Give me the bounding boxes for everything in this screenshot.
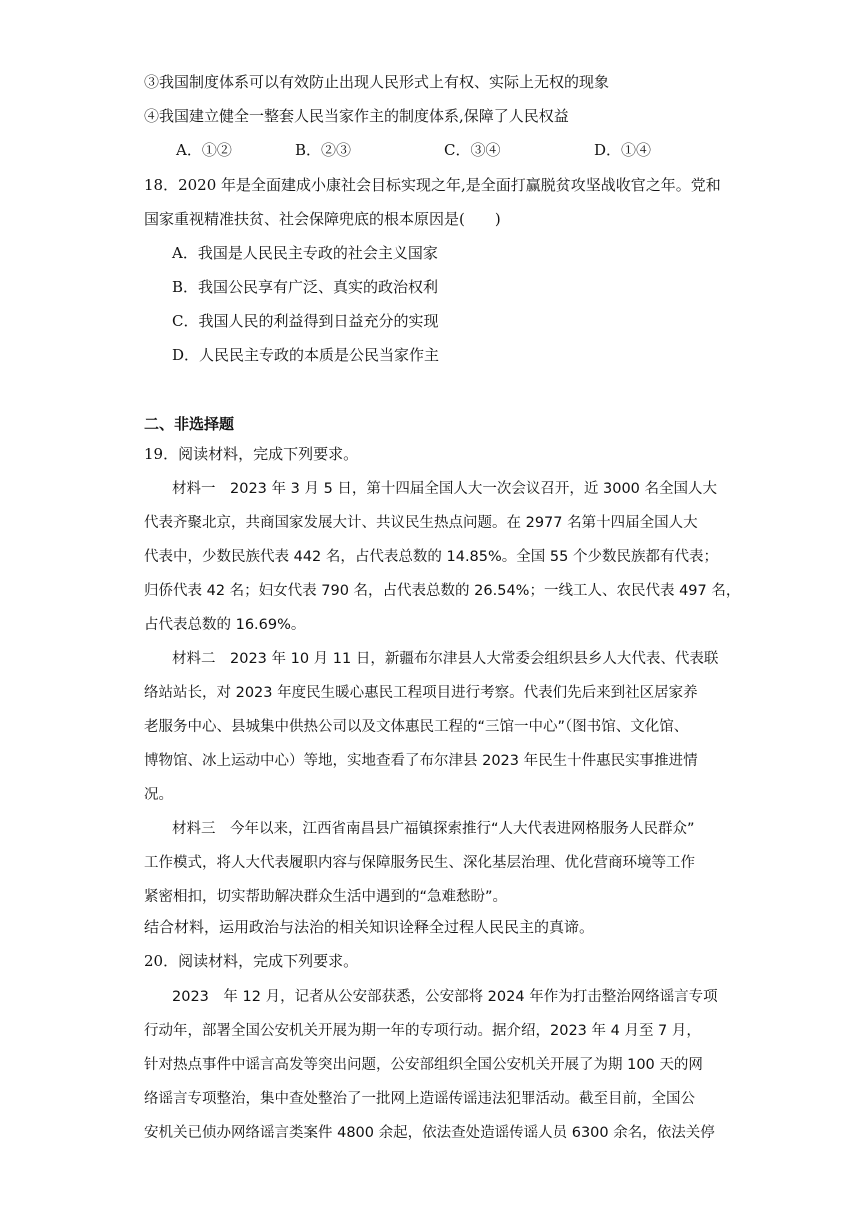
q20-material-line: 行动年，部署全国公安机关开展为期一年的专项行动。据介绍，2023 年 4 月至 7 月，: [144, 1023, 701, 1039]
q19-material-1-line: 占代表总数的 16.69%。: [144, 617, 306, 633]
q18-option-c[interactable]: C．我国人民的利益得到日益充分的实现: [172, 312, 439, 330]
q17-statement-3: ③我国制度体系可以有效防止出现人民形式上有权、实际上无权的现象: [144, 73, 610, 91]
q19-material-1-line: 材料一 2023 年 3 月 5 日，第十四届全国人大一次会议召开，近 3000 名全国人大: [172, 481, 718, 497]
q19-task: 结合材料，运用政治与法治的相关知识诠释全过程人民民主的真谛。: [144, 918, 595, 936]
q19-material-2-line: 况。: [144, 787, 173, 803]
q18-option-a[interactable]: A．我国是人民民主专政的社会主义国家: [172, 244, 438, 262]
q17-option-d[interactable]: D．①④: [594, 141, 652, 159]
q19-material-1-line: 归侨代表 42 名；妇女代表 790 名，占代表总数的 26.54%；一线工人、农民代表 497 名，: [144, 583, 741, 599]
q18-option-d[interactable]: D．人民民主专政的本质是公民当家作主: [172, 346, 440, 364]
q19-intro: 19．阅读材料，完成下列要求。: [144, 445, 359, 463]
q19-material-2-line: 材料二 2023 年 10 月 11 日，新疆布尔津县人大常委会组织县乡人大代表、代表联: [172, 651, 719, 667]
q19-material-1-line: 代表齐聚北京，共商国家发展大计、共议民生热点问题。在 2977 名第十四届全国人大: [144, 515, 698, 531]
q19-material-2-line: 络站站长，对 2023 年度民生暖心惠民工程项目进行考察。代表们先后来到社区居家养: [144, 685, 698, 701]
q18-stem-line-2: 国家重视精准扶贫、社会保障兜底的根本原因是( ): [144, 210, 501, 228]
q20-material-line: 安机关已侦办网络谣言类案件 4800 余起，依法查处造谣传谣人员 6300 余名，依法关停: [144, 1125, 715, 1141]
q18-stem-line-1: 18．2020 年是全面建成小康社会目标实现之年,是全面打赢脱贫攻坚战收官之年。党和: [144, 176, 721, 194]
q19-material-3-line: 紧密相扣，切实帮助解决群众生活中遇到的“急难愁盼”。: [144, 889, 508, 905]
q19-material-2-line: 博物馆、冰上运动中心）等地，实地查看了布尔津县 2023 年民生十件惠民实事推进情: [144, 753, 698, 769]
q19-material-3-line: 工作模式，将人大代表履职内容与保障服务民生、深化基层治理、优化营商环境等工作: [144, 855, 695, 871]
q17-option-b[interactable]: B．②③: [295, 141, 352, 159]
q19-material-3-line: 材料三 今年以来，江西省南昌县广福镇探索推行“人大代表进网格服务人民群众”: [172, 821, 695, 837]
q20-intro: 20．阅读材料，完成下列要求。: [144, 952, 359, 970]
q17-statement-4: ④我国建立健全一整套人民当家作主的制度体系,保障了人民权益: [144, 107, 569, 125]
q20-material-line: 络谣言专项整治，集中查处整治了一批网上造谣传谣违法犯罪活动。截至目前，全国公: [144, 1091, 695, 1107]
q20-material-line: 针对热点事件中谣言高发等突出问题，公安部组织全国公安机关开展了为期 100 天的网: [144, 1057, 703, 1073]
q17-option-a[interactable]: A．①②: [176, 141, 232, 159]
q19-material-2-line: 老服务中心、县城集中供热公司以及文体惠民工程的“三馆一中心”（图书馆、文化馆、: [144, 719, 689, 735]
section-heading: 二、非选择题: [144, 415, 235, 433]
q18-option-b[interactable]: B．我国公民享有广泛、真实的政治权利: [172, 278, 439, 296]
q20-material-line: 2023 年 12 月，记者从公安部获悉，公安部将 2024 年作为打击整治网络谣言专项: [172, 989, 718, 1005]
q17-option-c[interactable]: C．③④: [444, 141, 501, 159]
q17-options: [176, 140, 696, 160]
q19-material-1-line: 代表中，少数民族代表 442 名，占代表总数的 14.85%。全国 55 个少数民族都有代表；: [144, 549, 718, 565]
